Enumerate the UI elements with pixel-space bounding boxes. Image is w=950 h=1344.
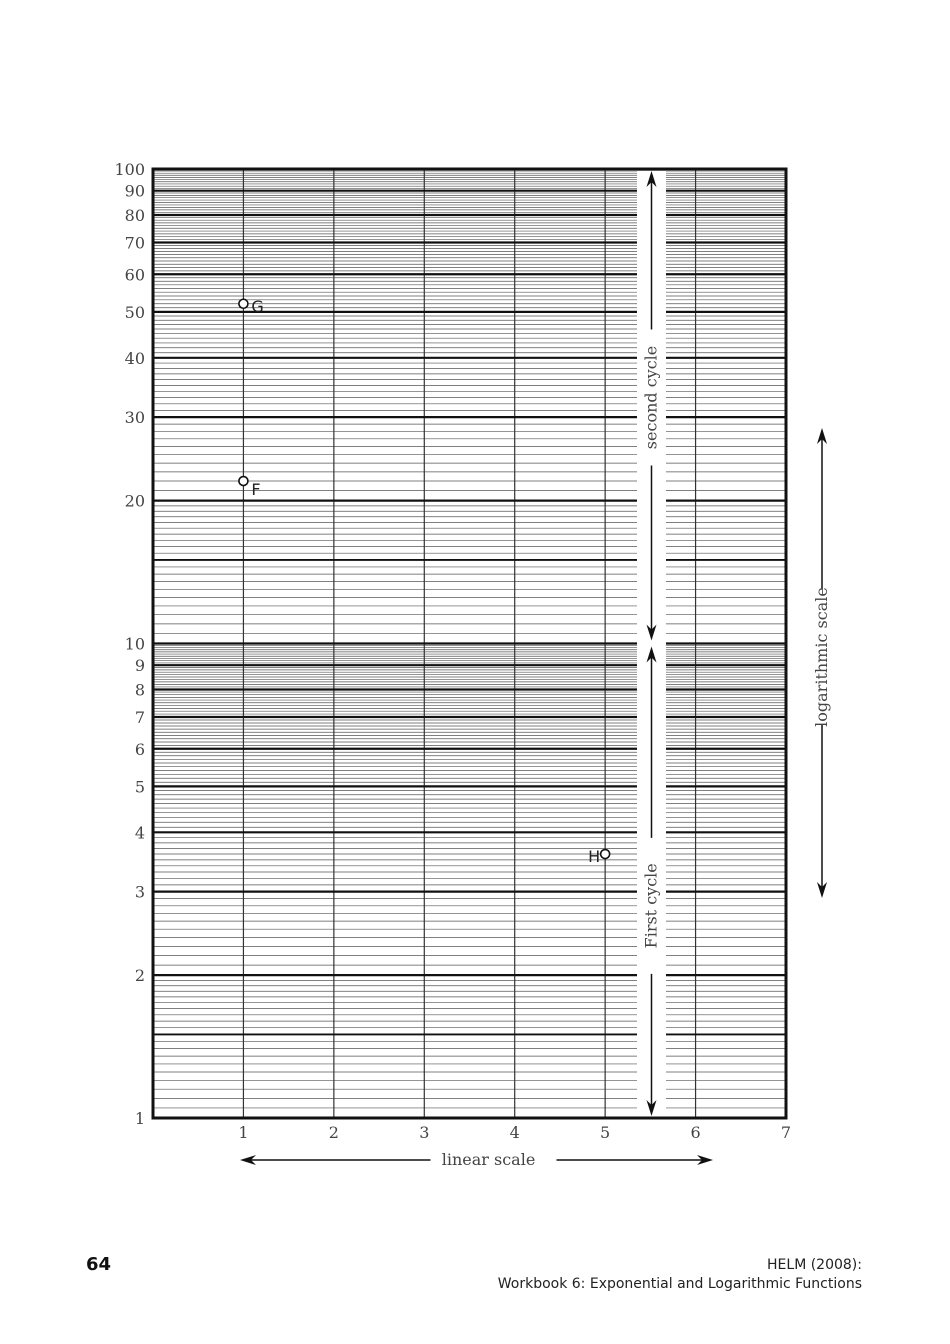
point-f-label: F xyxy=(251,480,261,500)
y-tick-label: 6 xyxy=(134,739,145,759)
y-tick-label: 8 xyxy=(134,680,145,700)
x-tick-label: 6 xyxy=(690,1123,701,1142)
y-tick-label: 30 xyxy=(124,408,145,428)
major-gridlines xyxy=(153,169,786,1118)
y-tick-label: 20 xyxy=(124,491,145,511)
second-cycle-label: second cycle xyxy=(641,345,661,450)
x-tick-label: 7 xyxy=(780,1123,792,1142)
point-h-marker xyxy=(601,850,610,859)
y-tick-label: 100 xyxy=(114,160,145,179)
x-tick-label: 1 xyxy=(238,1123,249,1142)
y-tick-label: 9 xyxy=(134,656,145,676)
y-tick-label: 90 xyxy=(124,181,145,201)
y-tick-label: 3 xyxy=(134,882,145,902)
y-tick-label: 60 xyxy=(124,265,145,285)
x-tick-label: 5 xyxy=(600,1123,611,1142)
y-tick-label: 7 xyxy=(134,708,145,728)
footer-reference xyxy=(498,1256,862,1294)
y-axis-caption: logarithmic scale xyxy=(812,587,831,727)
first-cycle-label: First cycle xyxy=(641,863,661,949)
log-scale-annotation xyxy=(812,428,831,898)
y-tick-label: 40 xyxy=(124,348,145,368)
y-tick-label: 70 xyxy=(124,233,145,253)
y-tick-label: 1 xyxy=(134,1109,145,1128)
y-tick-label: 80 xyxy=(124,205,145,225)
x-tick-label: 2 xyxy=(328,1123,339,1142)
x-axis-caption: linear scale xyxy=(441,1150,536,1169)
x-tick-labels xyxy=(238,1123,791,1142)
point-g-label: G xyxy=(251,296,264,316)
y-tick-label: 5 xyxy=(134,777,145,797)
y-tick-label: 4 xyxy=(134,823,145,843)
x-tick-label: 3 xyxy=(419,1123,430,1142)
y-tick-labels xyxy=(114,160,145,1128)
linear-scale-annotation xyxy=(240,1150,713,1169)
point-g-marker xyxy=(239,299,248,308)
footer-reference-line2: Workbook 6: Exponential and Logarithmic Functions xyxy=(497,1276,862,1292)
page-number: 64 xyxy=(86,1254,112,1275)
x-tick-label: 4 xyxy=(509,1123,520,1142)
footer-reference-line1: HELM (2008): xyxy=(767,1257,862,1273)
point-h-label: H xyxy=(588,847,601,867)
point-f-marker xyxy=(239,477,248,486)
y-tick-label: 50 xyxy=(124,302,145,322)
y-tick-label: 2 xyxy=(134,966,145,986)
y-tick-label: 10 xyxy=(124,634,145,654)
